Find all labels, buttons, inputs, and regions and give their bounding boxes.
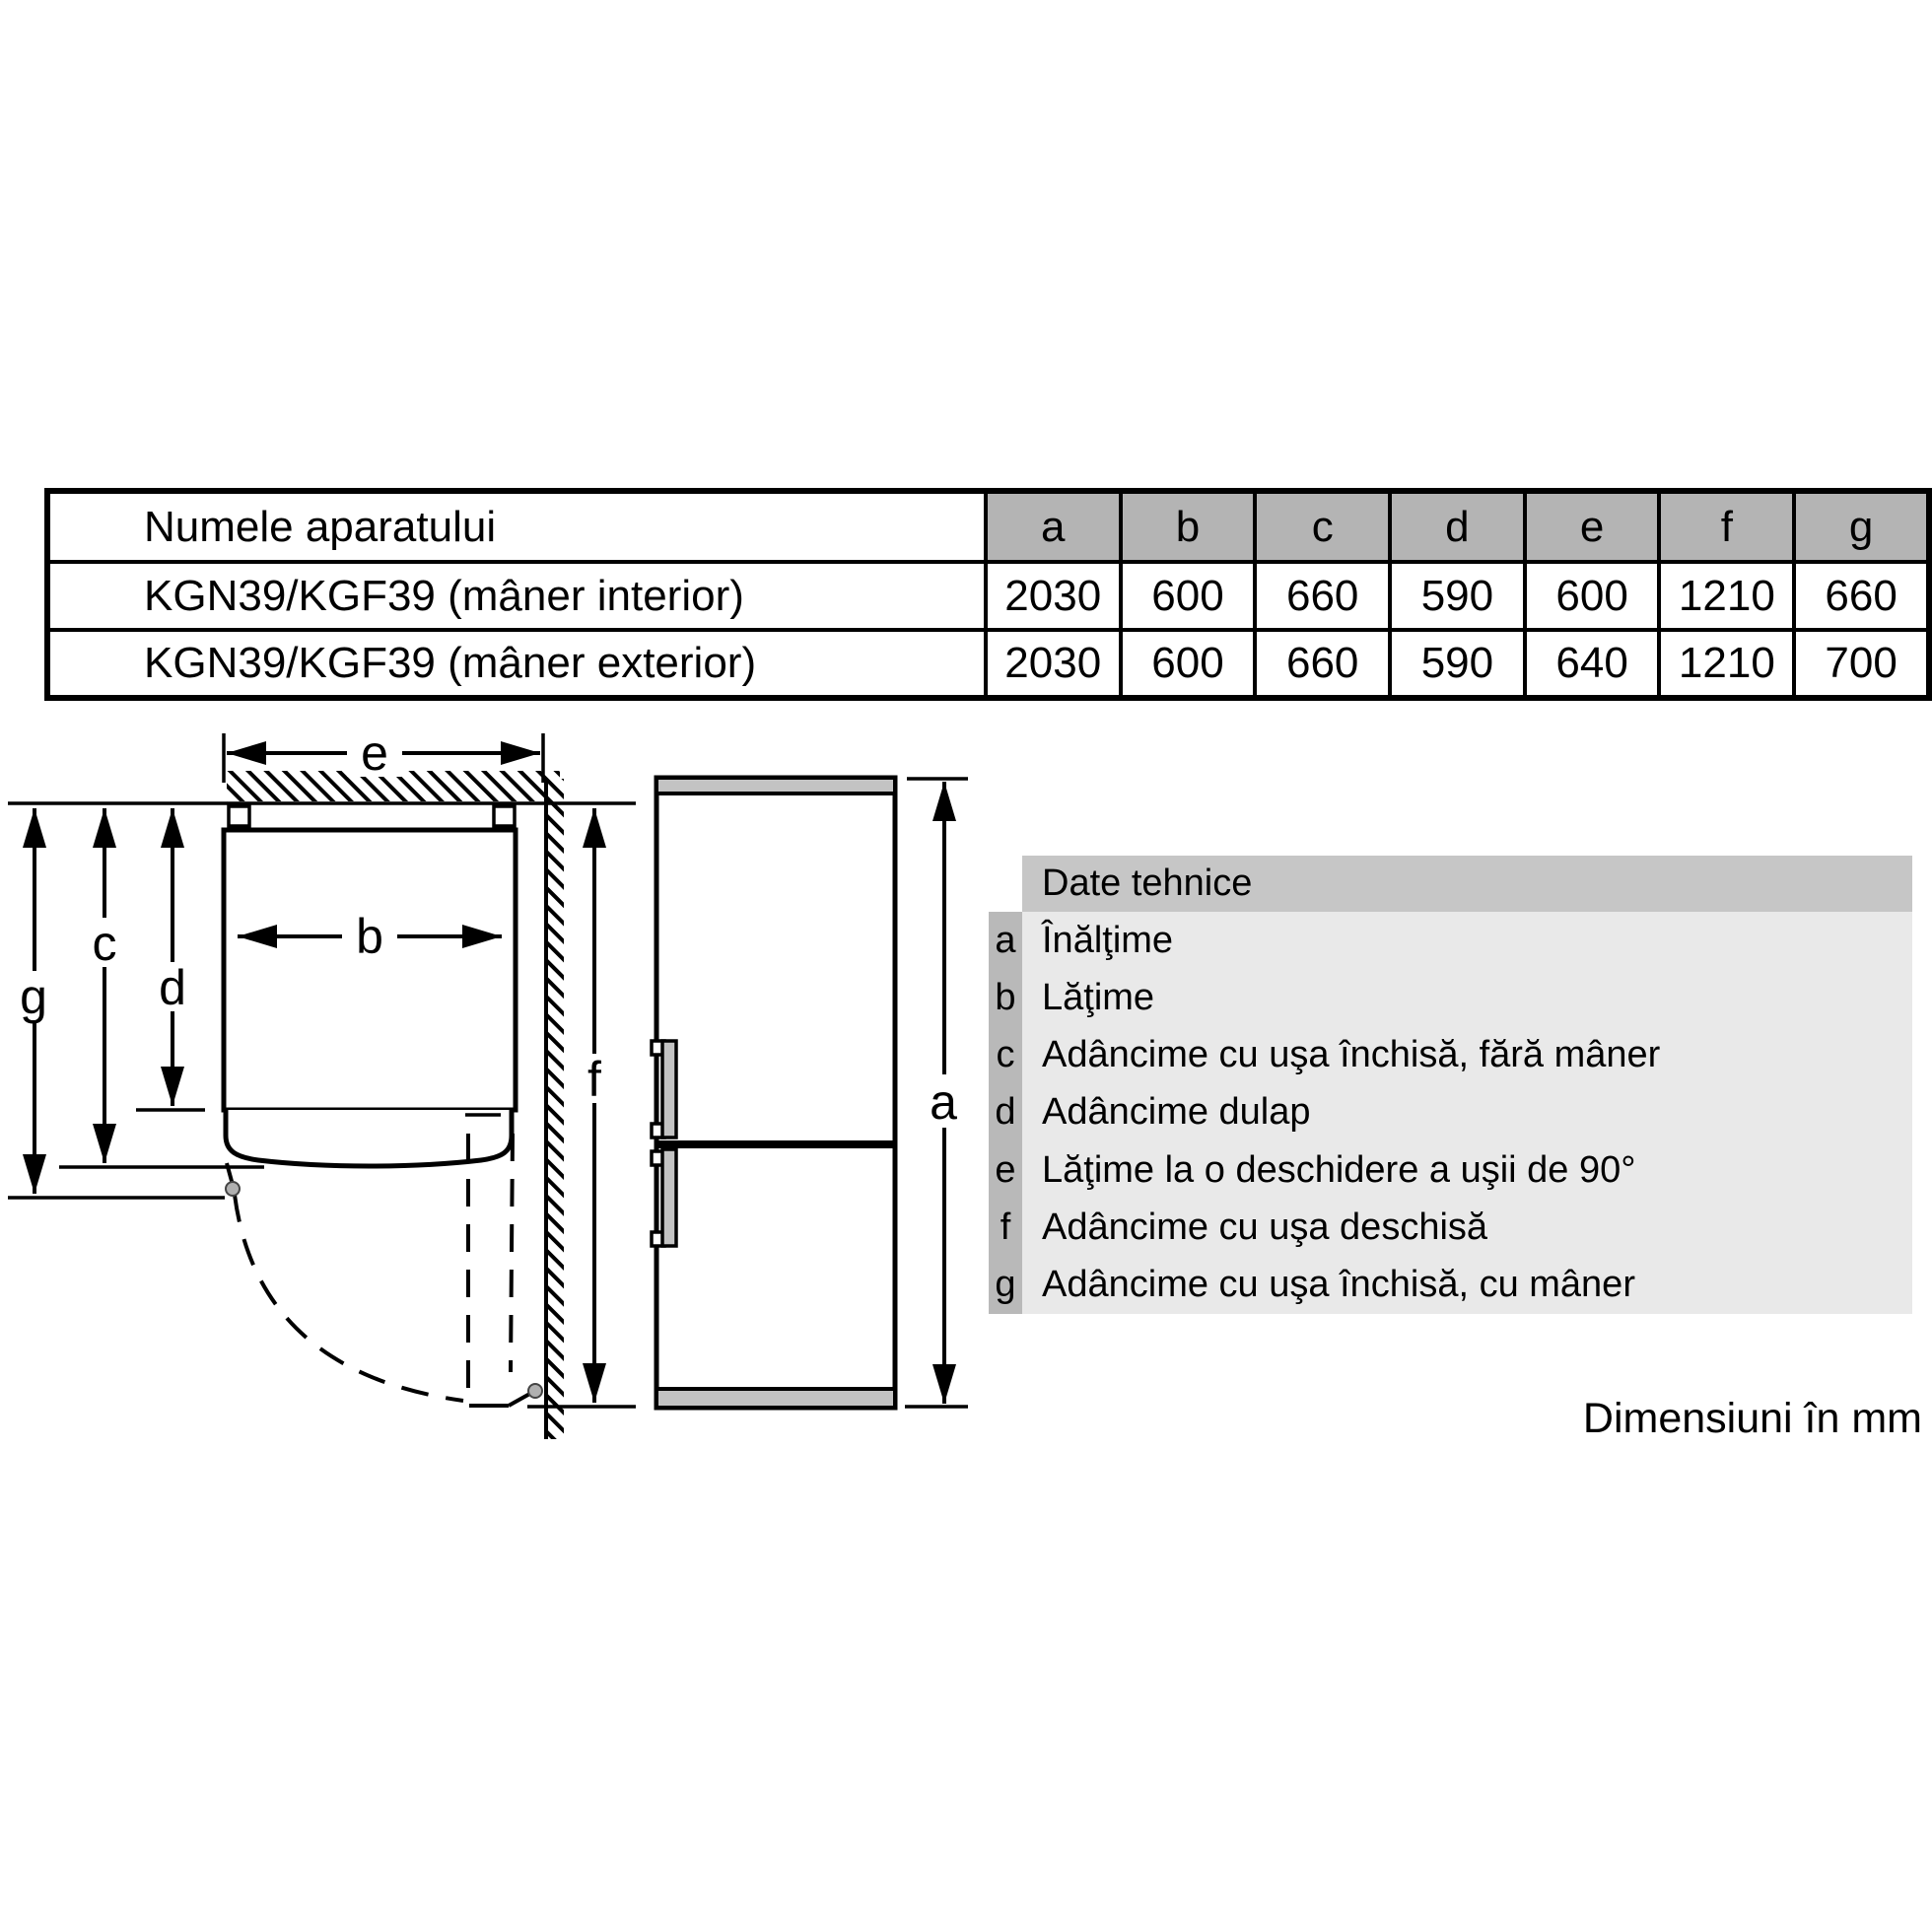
- legend-row: [989, 969, 1912, 1026]
- dim-label-d: d: [159, 960, 186, 1015]
- dim-label-b: b: [356, 909, 383, 964]
- legend-body: [989, 912, 1912, 1314]
- legend-label: Adâncime cu uşa închisă, fără mâner: [1022, 1027, 1912, 1084]
- dim-label-e: e: [361, 725, 388, 781]
- legend-label: Adâncime cu uşa închisă, cu mâner: [1022, 1257, 1912, 1314]
- top-view-drawing: [8, 725, 636, 1439]
- model-name: KGN39/KGF39 (mâner interior): [47, 562, 986, 630]
- door-open-dashed-right: [511, 1134, 513, 1372]
- pivot-point-wall: [528, 1384, 542, 1398]
- technical-data-legend: [989, 856, 1912, 1314]
- legend-header: [1022, 856, 1912, 912]
- col-header-b: b: [1121, 491, 1256, 562]
- legend-label: Lăţime la o deschidere a uşii de 90°: [1022, 1141, 1912, 1199]
- value-cell: 660: [1255, 630, 1390, 698]
- col-header-e: e: [1525, 491, 1660, 562]
- value-cell: 1210: [1659, 630, 1794, 698]
- value-cell: 2030: [986, 562, 1121, 630]
- cabinet-top-view: [224, 830, 516, 1110]
- legend-key: a: [989, 912, 1022, 969]
- table-row: [47, 630, 1929, 698]
- dim-label-g: g: [20, 969, 47, 1024]
- legend-key: g: [989, 1257, 1022, 1314]
- legend-label: Lăţime: [1022, 969, 1912, 1026]
- value-cell: 660: [1255, 562, 1390, 630]
- wall-right-hatch: [546, 779, 564, 1439]
- dim-label-a: a: [930, 1074, 957, 1130]
- legend-key: e: [989, 1141, 1022, 1199]
- table-row: [47, 562, 1929, 630]
- pivot-point-left: [226, 1182, 240, 1196]
- legend-label: Înălţime: [1022, 912, 1912, 969]
- value-cell: 590: [1390, 630, 1525, 698]
- front-view-drawing: [652, 778, 970, 1408]
- legend-label: Adâncime cu uşa deschisă: [1022, 1199, 1912, 1256]
- dimensions-table: [44, 488, 1932, 701]
- door-swing-arc: [235, 1195, 463, 1401]
- hinge-right: [494, 806, 515, 826]
- legend-key: c: [989, 1027, 1022, 1084]
- lower-door-handle: [662, 1149, 676, 1246]
- fridge-bottom-strip: [656, 1389, 895, 1408]
- fridge-front-outline: [656, 778, 895, 1408]
- upper-door-handle: [662, 1041, 676, 1138]
- table-title: Numele aparatului: [47, 491, 986, 562]
- legend-key: d: [989, 1084, 1022, 1141]
- value-cell: 1210: [1659, 562, 1794, 630]
- hinge-left: [229, 806, 249, 826]
- col-header-d: d: [1390, 491, 1525, 562]
- dim-label-c: c: [92, 916, 117, 971]
- fridge-top-strip: [656, 778, 895, 794]
- col-header-c: c: [1255, 491, 1390, 562]
- legend-key: b: [989, 969, 1022, 1026]
- legend-label: Adâncime dulap: [1022, 1084, 1912, 1141]
- value-cell: 600: [1121, 630, 1256, 698]
- legend-row: [989, 1257, 1912, 1314]
- value-cell: 2030: [986, 630, 1121, 698]
- value-cell: 590: [1390, 562, 1525, 630]
- table-header-row: [47, 491, 1929, 562]
- col-header-g: g: [1794, 491, 1929, 562]
- col-header-f: f: [1659, 491, 1794, 562]
- legend-row: [989, 1084, 1912, 1141]
- value-cell: 600: [1525, 562, 1660, 630]
- value-cell: 660: [1794, 562, 1929, 630]
- legend-key: f: [989, 1199, 1022, 1256]
- technical-drawing: [0, 720, 986, 1449]
- legend-title: Date tehnice: [1042, 862, 1253, 904]
- dim-label-f: f: [587, 1052, 601, 1107]
- legend-row: [989, 1027, 1912, 1084]
- legend-row: [989, 912, 1912, 969]
- col-header-a: a: [986, 491, 1121, 562]
- units-note: Dimensiuni în mm: [1582, 1395, 1922, 1442]
- legend-row: [989, 1199, 1912, 1256]
- value-cell: 640: [1525, 630, 1660, 698]
- value-cell: 600: [1121, 562, 1256, 630]
- legend-row: [989, 1141, 1912, 1199]
- model-name: KGN39/KGF39 (mâner exterior): [47, 630, 986, 698]
- value-cell: 700: [1794, 630, 1929, 698]
